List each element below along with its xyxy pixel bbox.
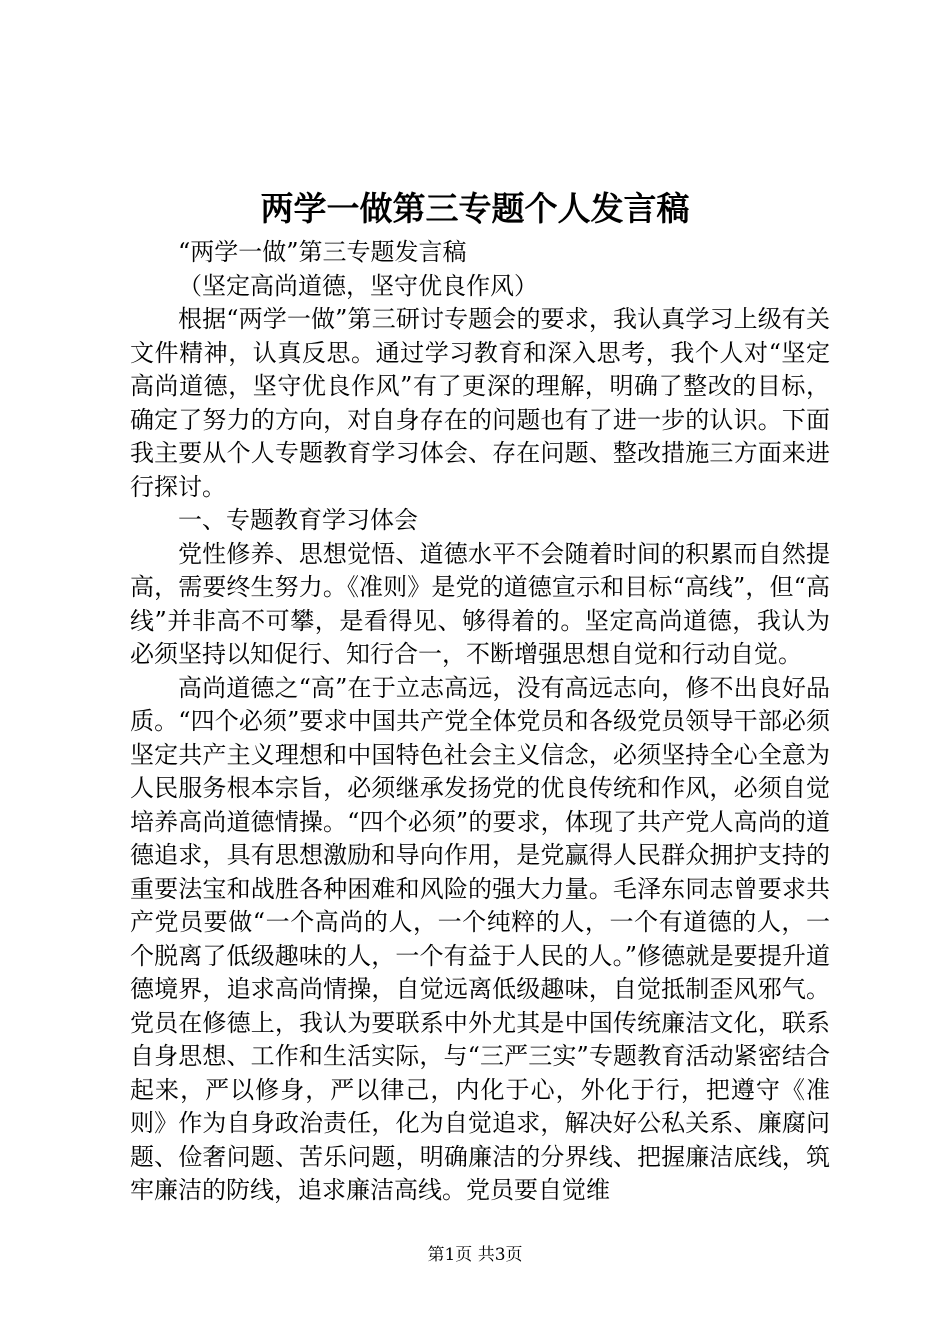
page-footer: 第1页 共3页 xyxy=(427,1245,523,1265)
subtitle-theme: （坚定高尚道德，坚守优良作风） xyxy=(178,271,538,300)
body-paragraph: 高尚道德之“高”在于立志高远，没有高远志向，修不出良好品质。“四个必须”要求中国共产党全体党员和各级党员领导干部必须坚定共产主义理想和中国特色社会主义信念，必须坚持全心全意为人民服务根本宗旨，必须继承发扬党的优良传统和作风，必须自觉培养高尚道德情操。“四个必须”的要求，体现了共产党人高尚的道德追求，具有思想激励和导向作用，是党赢得人民群众拥护支持的重要法宝和战胜各种困难和风险的强大力量。毛泽东同志曾要求共产党员要做“一个高尚的人，一个纯粹的人，一个有道德的人，一个脱离了低级趣味的人，一个有益于人民的人。”修德就是要提升道德境界，追求高尚情操，自觉远离低级趣味，自觉抵制歪风邪气。党员在修德上，我认为要联系中外尤其是中国传统廉洁文化，联系自身思想、工作和生活实际，与“三严三实”专题教育活动紧密结合起来，严以修身，严以律己，内化于心，外化于行，把遵守《准则》作为自身政治责任，化为自觉追求，解决好公私关系、廉腐问题、俭奢问题、苦乐问题，明确廉洁的分界线、把握廉洁底线，筑牢廉洁的防线，追求廉洁高线。党员要自觉维 xyxy=(130,673,830,1204)
document-title: 两学一做第三专题个人发言稿 xyxy=(260,189,690,228)
body-paragraph: 党性修养、思想觉悟、道德水平不会随着时间的积累而自然提高，需要终生努力。《准则》是党的道德宣示和目标“高线”，但“高线”并非高不可攀，是看得见、够得着的。坚定高尚道德，我认为必须坚持以知促行、知行合一，不断增强思想自觉和行动自觉。 xyxy=(130,539,830,668)
section-heading: 一、专题教育学习体会 xyxy=(178,506,418,534)
document-body xyxy=(130,236,830,1208)
subtitle-line: “两学一做”第三专题发言稿 xyxy=(178,238,467,266)
body-paragraph: 根据“两学一做”第三研讨专题会的要求，我认真学习上级有关文件精神，认真反思。通过学习教育和深入思考，我个人对“坚定高尚道德，坚守优良作风”有了更深的理解，明确了整改的目标，确定了努力的方向，对自身存在的问题也有了进一步的认识。下面我主要从个人专题教育学习体会、存在问题、整改措施三方面来进行探讨。 xyxy=(130,305,830,501)
